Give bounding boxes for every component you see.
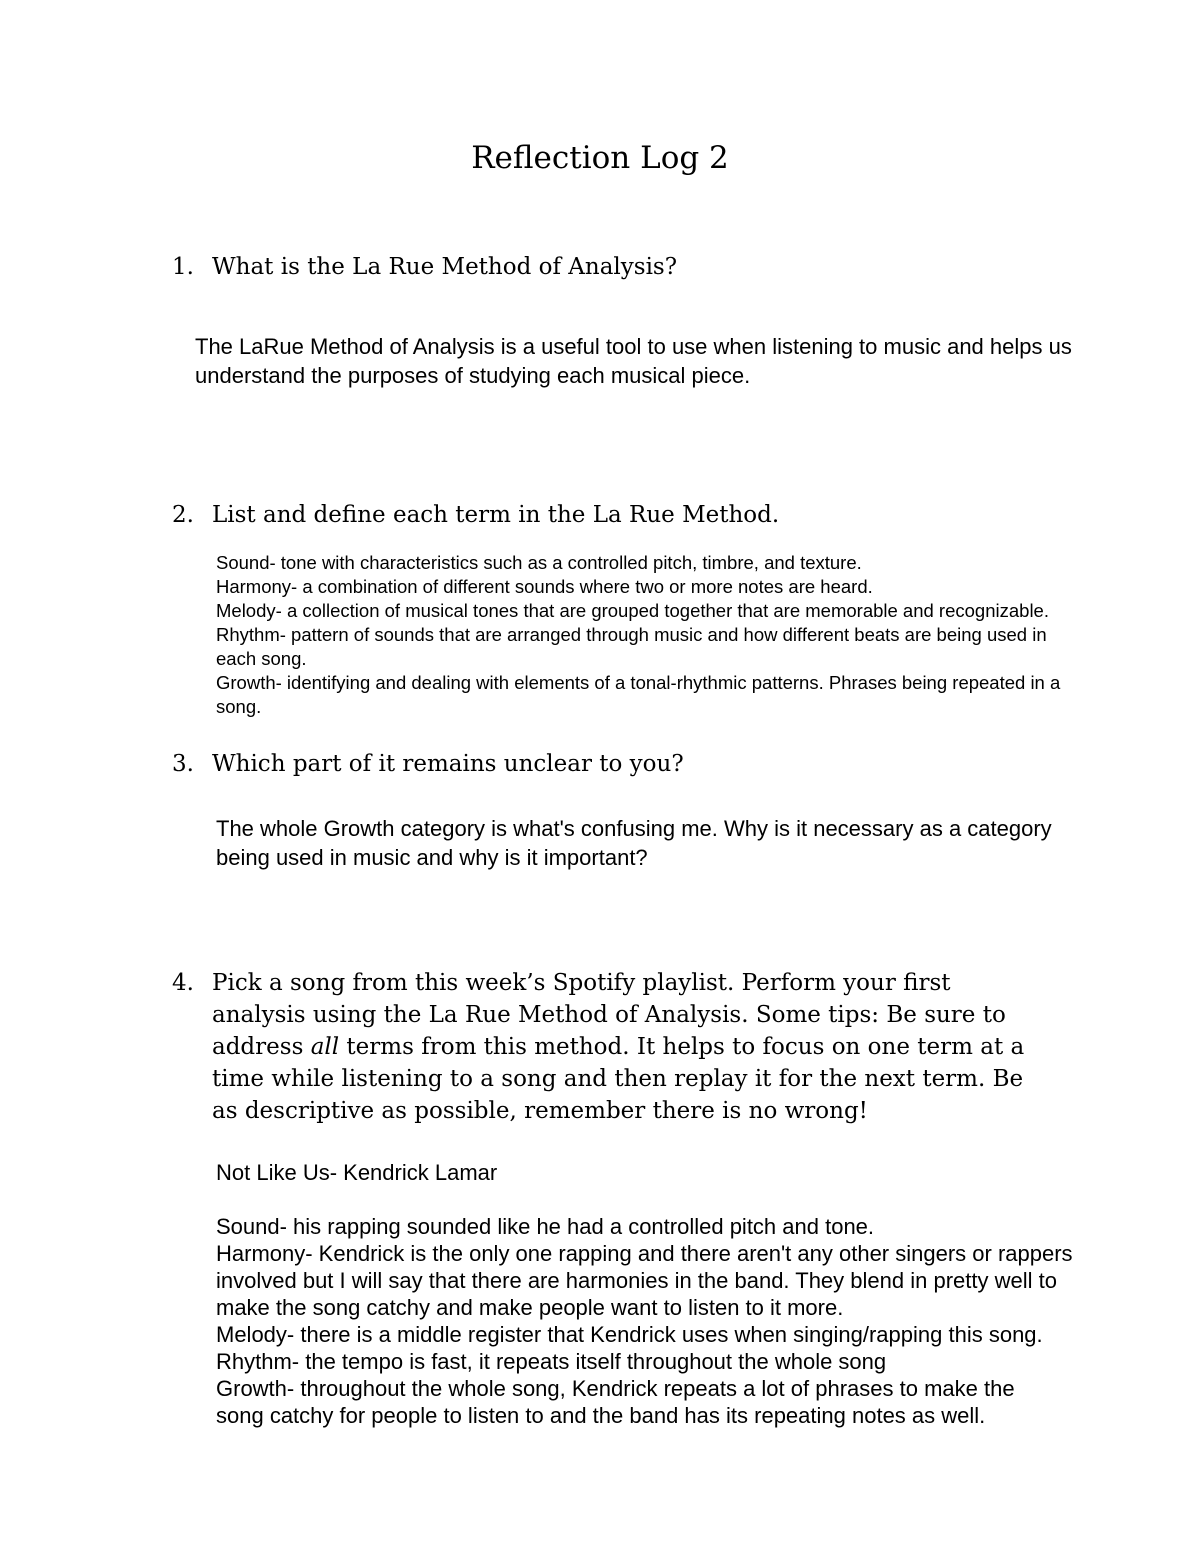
- question-text-line: time while listening to a song and then replay it for the next term. Be: [212, 1066, 1024, 1092]
- term-sound: Sound- tone with characteristics such as a controlled pitch, timbre, and texture.: [216, 552, 862, 573]
- analysis-harmony: Harmony- Kendrick is the only one rapping and there aren't any other singers or rappers: [216, 1241, 1073, 1266]
- analysis-growth-cont: song catchy for people to listen to and the band has its repeating notes as well.: [216, 1403, 986, 1428]
- song-title: Not Like Us- Kendrick Lamar: [216, 1160, 498, 1185]
- question-number: 3.: [172, 751, 194, 777]
- answer-2: [216, 551, 1060, 719]
- analysis-melody: Melody- there is a middle register that Kendrick uses when singing/rapping this song.: [216, 1322, 1043, 1347]
- question-number: 2.: [172, 502, 194, 528]
- question-text-fragment: terms from this method. It helps to focus on one term at a: [339, 1034, 1025, 1060]
- term-rhythm: Rhythm- pattern of sounds that are arranged through music and how different beats are being used in: [216, 624, 1047, 645]
- term-harmony: Harmony- a combination of different sounds where two or more notes are heard.: [216, 576, 873, 597]
- term-growth: Growth- identifying and dealing with elements of a tonal-rhythmic patterns. Phrases being repeated in a: [216, 672, 1061, 693]
- question-text-fragment: address: [212, 1034, 311, 1060]
- question-text-line: analysis using the La Rue Method of Analysis. Some tips: Be sure to: [212, 1002, 1006, 1028]
- question-text-line: as descriptive as possible, remember there is no wrong!: [212, 1098, 868, 1124]
- question-2: [172, 499, 780, 531]
- answer-line: The LaRue Method of Analysis is a useful tool to use when listening to music and helps us: [195, 334, 1072, 359]
- answer-3: [216, 814, 1052, 872]
- answer-4: [216, 1159, 1073, 1429]
- question-3: [172, 748, 684, 780]
- analysis-rhythm: Rhythm- the tempo is fast, it repeats itself throughout the whole song: [216, 1349, 887, 1374]
- term-rhythm-cont: each song.: [216, 648, 307, 669]
- question-text: Which part of it remains unclear to you?: [212, 751, 684, 777]
- question-text: List and define each term in the La Rue Method.: [212, 502, 780, 528]
- answer-1: [195, 332, 1072, 390]
- question-number: 1.: [172, 254, 194, 280]
- question-text: What is the La Rue Method of Analysis?: [212, 254, 678, 280]
- emphasis-all: all: [310, 1034, 340, 1060]
- analysis-harmony-cont: make the song catchy and make people want to listen to it more.: [216, 1295, 844, 1320]
- answer-line: The whole Growth category is what's confusing me. Why is it necessary as a category: [216, 816, 1052, 841]
- analysis-harmony-cont: involved but I will say that there are harmonies in the band. They blend in pretty well to: [216, 1268, 1057, 1293]
- term-melody: Melody- a collection of musical tones that are grouped together that are memorable and recognizable.: [216, 600, 1049, 621]
- question-text-line: [212, 1031, 1024, 1063]
- question-number: 4.: [172, 970, 194, 996]
- answer-line: being used in music and why is it important?: [216, 845, 648, 870]
- question-4: [172, 967, 1025, 1127]
- question-text-line: Pick a song from this week’s Spotify playlist. Perform your first: [212, 970, 951, 996]
- question-1: [172, 251, 678, 283]
- answer-line: understand the purposes of studying each musical piece.: [195, 363, 751, 388]
- analysis-sound: Sound- his rapping sounded like he had a controlled pitch and tone.: [216, 1214, 875, 1239]
- analysis-growth: Growth- throughout the whole song, Kendrick repeats a lot of phrases to make the: [216, 1376, 1015, 1401]
- term-growth-cont: song.: [216, 696, 262, 717]
- page-title: Reflection Log 2: [471, 140, 729, 176]
